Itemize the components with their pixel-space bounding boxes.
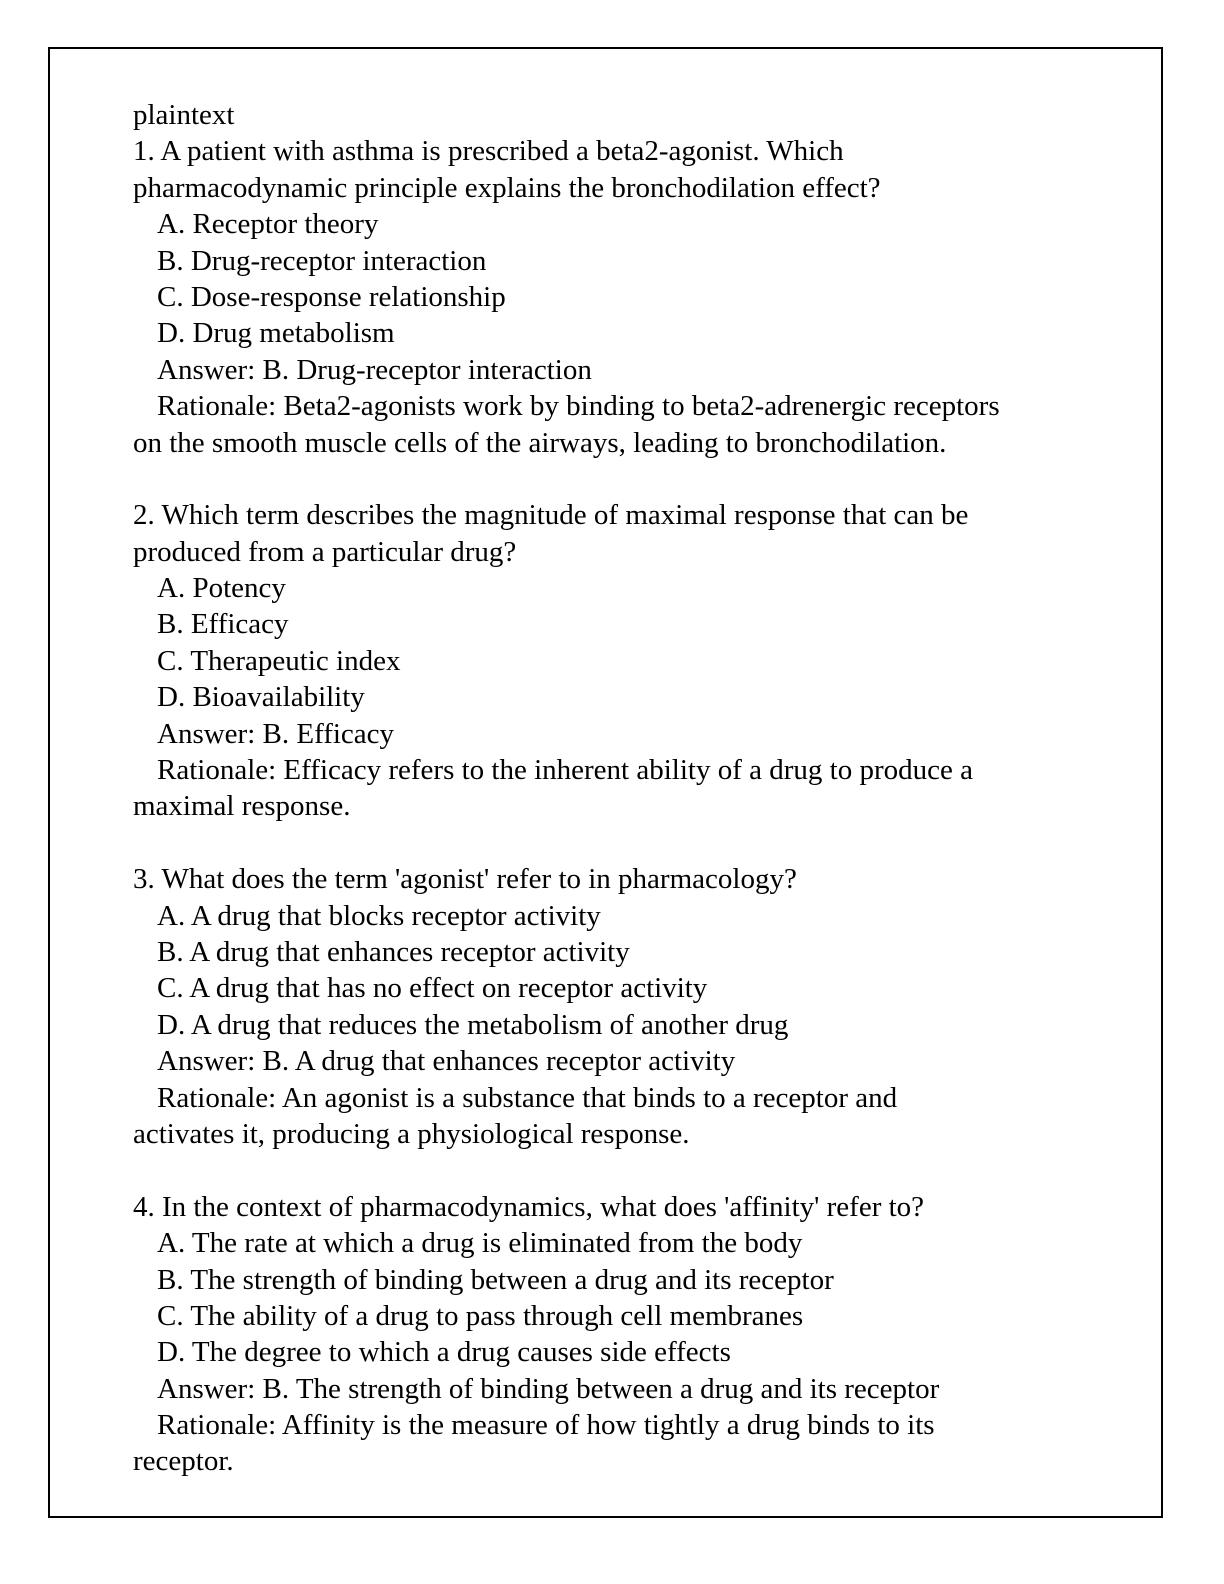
question-stem: 3. What does the term 'agonist' refer to in pharmacology? [133,863,797,896]
rationale-text: Rationale: An agonist is a substance that binds to a receptor and [157,1081,898,1114]
answer-option: B. A drug that enhances receptor activity [157,935,630,968]
answer-option: B. The strength of binding between a drug and its receptor [157,1263,834,1296]
question-stem: 1. A patient with asthma is prescribed a beta2-agonist. Which [133,135,844,168]
question-stem: 4. In the context of pharmacodynamics, what does 'affinity' refer to? [133,1190,925,1223]
question-block [133,133,1113,461]
answer-option: C. Therapeutic index [157,644,401,677]
answer-option: D. A drug that reduces the metabolism of another drug [157,1008,789,1041]
rationale-text: on the smooth muscle cells of the airways, leading to bronchodilation. [133,426,947,459]
answer-option: A. Receptor theory [157,208,379,241]
answer-option: D. The degree to which a drug causes side effects [157,1336,731,1369]
question-stem: produced from a particular drug? [133,535,517,568]
answer-option: C. The ability of a drug to pass through cell membranes [157,1299,804,1332]
answer-option: A. Potency [157,572,286,605]
answer-option: A. The rate at which a drug is eliminated from the body [157,1227,803,1260]
rationale-text: activates it, producing a physiological response. [133,1117,690,1150]
question-block [133,497,1113,825]
correct-answer: Answer: B. Drug-receptor interaction [157,353,592,386]
rationale-text: maximal response. [133,790,351,823]
answer-option: C. A drug that has no effect on receptor activity [157,972,708,1005]
rationale-text: receptor. [133,1445,234,1478]
rationale-text: Rationale: Beta2-agonists work by binding to beta2-adrenergic receptors [157,390,1000,423]
answer-option: B. Drug-receptor interaction [157,244,487,277]
correct-answer: Answer: B. Efficacy [157,717,395,750]
spacer [133,825,1113,861]
question-stem: 2. Which term describes the magnitude of maximal response that can be [133,499,969,532]
document-body [133,97,1113,1480]
spacer [133,461,1113,497]
answer-option: D. Drug metabolism [157,317,395,350]
rationale-text: Rationale: Efficacy refers to the inherent ability of a drug to produce a [157,754,973,787]
rationale-text: Rationale: Affinity is the measure of how tightly a drug binds to its [157,1409,935,1442]
spacer [133,1152,1113,1188]
answer-option: B. Efficacy [157,608,289,641]
answer-option: A. A drug that blocks receptor activity [157,899,601,932]
question-block [133,1189,1113,1480]
correct-answer: Answer: B. A drug that enhances receptor activity [157,1045,736,1078]
correct-answer: Answer: B. The strength of binding between a drug and its receptor [157,1372,940,1405]
header-label: plaintext [133,99,235,131]
answer-option: C. Dose-response relationship [157,280,506,313]
question-block [133,861,1113,1152]
question-stem: pharmacodynamic principle explains the bronchodilation effect? [133,171,881,204]
answer-option: D. Bioavailability [157,681,365,714]
